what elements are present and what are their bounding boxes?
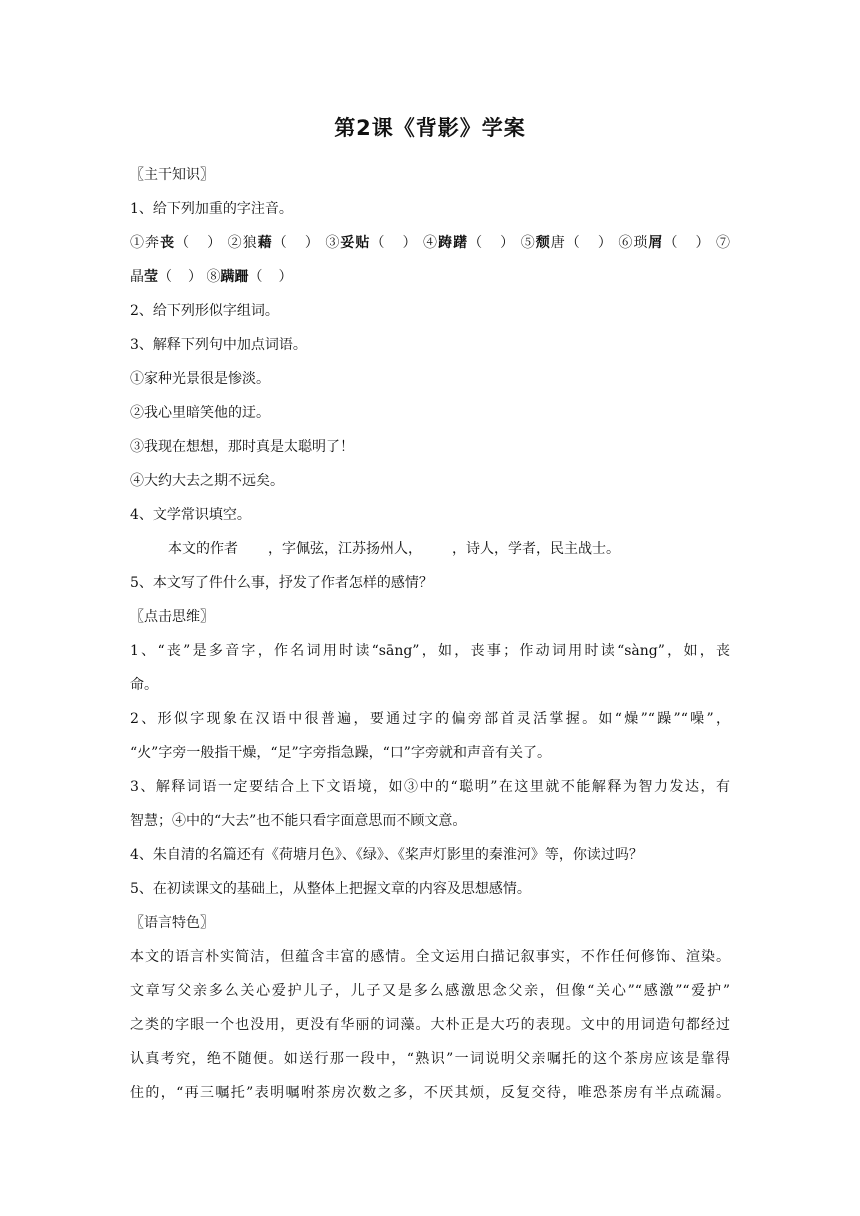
- language-line-3: 之类的字眼一个也没用，更没有华丽的词藻。大朴正是大巧的表现。文中的用词造句都经过: [130, 1017, 730, 1033]
- thinking-2-line-2: “火”字旁一般指干燥，“足”字旁指急躁，“口”字旁就和声音有关了。: [130, 745, 551, 761]
- language-line-4: 认真考究，绝不随便。如送行那一段中，“熟识”一词说明父亲嘱托的这个茶房应该是靠得: [130, 1051, 730, 1067]
- thinking-1-line-2: 命。: [130, 677, 158, 693]
- question-2: 2、给下列形似字组词。: [130, 303, 279, 319]
- language-line-5: 住的，“再三嘱托”表明嘱咐茶房次数之多，不厌其烦，反复交待，唯恐茶房有半点疏漏。: [130, 1085, 730, 1101]
- pinyin-item-2: ②狼藉（ ）: [227, 235, 320, 251]
- pinyin-item-1: ①奔丧（ ）: [130, 235, 223, 251]
- question-3: 3、解释下列句中加点词语。: [130, 337, 307, 353]
- section-heading-main-knowledge: 〖主干知识〗: [130, 167, 214, 183]
- worksheet-page: [130, 110, 730, 1110]
- question-4-fill-blank: 本文的作者 ，字佩弦，江苏扬州人， ，诗人，学者，民主战士。: [168, 541, 620, 557]
- pinyin-item-4: ④踌躇（ ）: [423, 235, 516, 251]
- thinking-1-line-1: 1、“丧”是多音字，作名词用时读“sāng”，如，丧事；作动词用时读“sàng”，如，丧: [130, 643, 730, 659]
- question-5: 5、本文写了件什么事，抒发了作者怎样的感情？: [130, 575, 433, 591]
- thinking-3-line-2: 智慧；④中的“大去”也不能只看字面意思而不顾文意。: [130, 813, 467, 829]
- thinking-2-line-1: 2、形似字现象在汉语中很普遍，要通过字的偏旁部首灵活掌握。如“燥”“躁”“噪”，: [130, 711, 730, 727]
- language-line-1: 本文的语言朴实简洁，但蕴含丰富的感情。全文运用白描记叙事实，不作任何修饰、渲染。: [130, 949, 730, 965]
- thinking-4: 4、朱自清的名篇还有《荷塘月色》、《绿》、《桨声灯影里的秦淮河》等，你读过吗？: [130, 847, 643, 863]
- question-4: 4、文学常识填空。: [130, 507, 251, 523]
- pinyin-item-8: ⑧蹒跚（ ）: [206, 269, 293, 285]
- thinking-3-line-1: 3、解释词语一定要结合上下文语境，如③中的“聪明”在这里就不能解释为智力发达，有: [130, 779, 730, 795]
- pinyin-item-6: ⑥琐屑（ ）: [618, 235, 711, 251]
- question-3-item-4: ④大约大去之期不远矣。: [130, 473, 284, 489]
- section-heading-language: 〖语言特色〗: [130, 915, 214, 931]
- pinyin-item-7: 晶莹（ ）: [130, 269, 202, 285]
- pinyin-item-3: ③妥贴（ ）: [325, 235, 418, 251]
- pinyin-line-1: [130, 226, 730, 260]
- question-3-item-1: ①家种光景很是惨淡。: [130, 371, 270, 387]
- pinyin-item-7-num: ⑦: [716, 235, 731, 251]
- pinyin-line-2: [130, 260, 730, 294]
- thinking-5: 5、在初读课文的基础上，从整体上把握文章的内容及思想感情。: [130, 881, 531, 897]
- language-paragraph: [130, 940, 730, 1110]
- section-heading-thinking: 〖点击思维〗: [130, 609, 214, 625]
- pinyin-item-5: ⑤颓唐（ ）: [520, 235, 613, 251]
- page-title: 第2课《背影》学案: [334, 116, 526, 140]
- question-1: 1、给下列加重的字注音。: [130, 201, 293, 217]
- language-line-2: 文章写父亲多么关心爱护儿子，儿子又是多么感激思念父亲，但像“关心”“感激”“爱护”: [130, 983, 730, 999]
- question-3-item-2: ②我心里暗笑他的迂。: [130, 405, 270, 421]
- question-3-item-3: ③我现在想想，那时真是太聪明了！: [130, 439, 354, 455]
